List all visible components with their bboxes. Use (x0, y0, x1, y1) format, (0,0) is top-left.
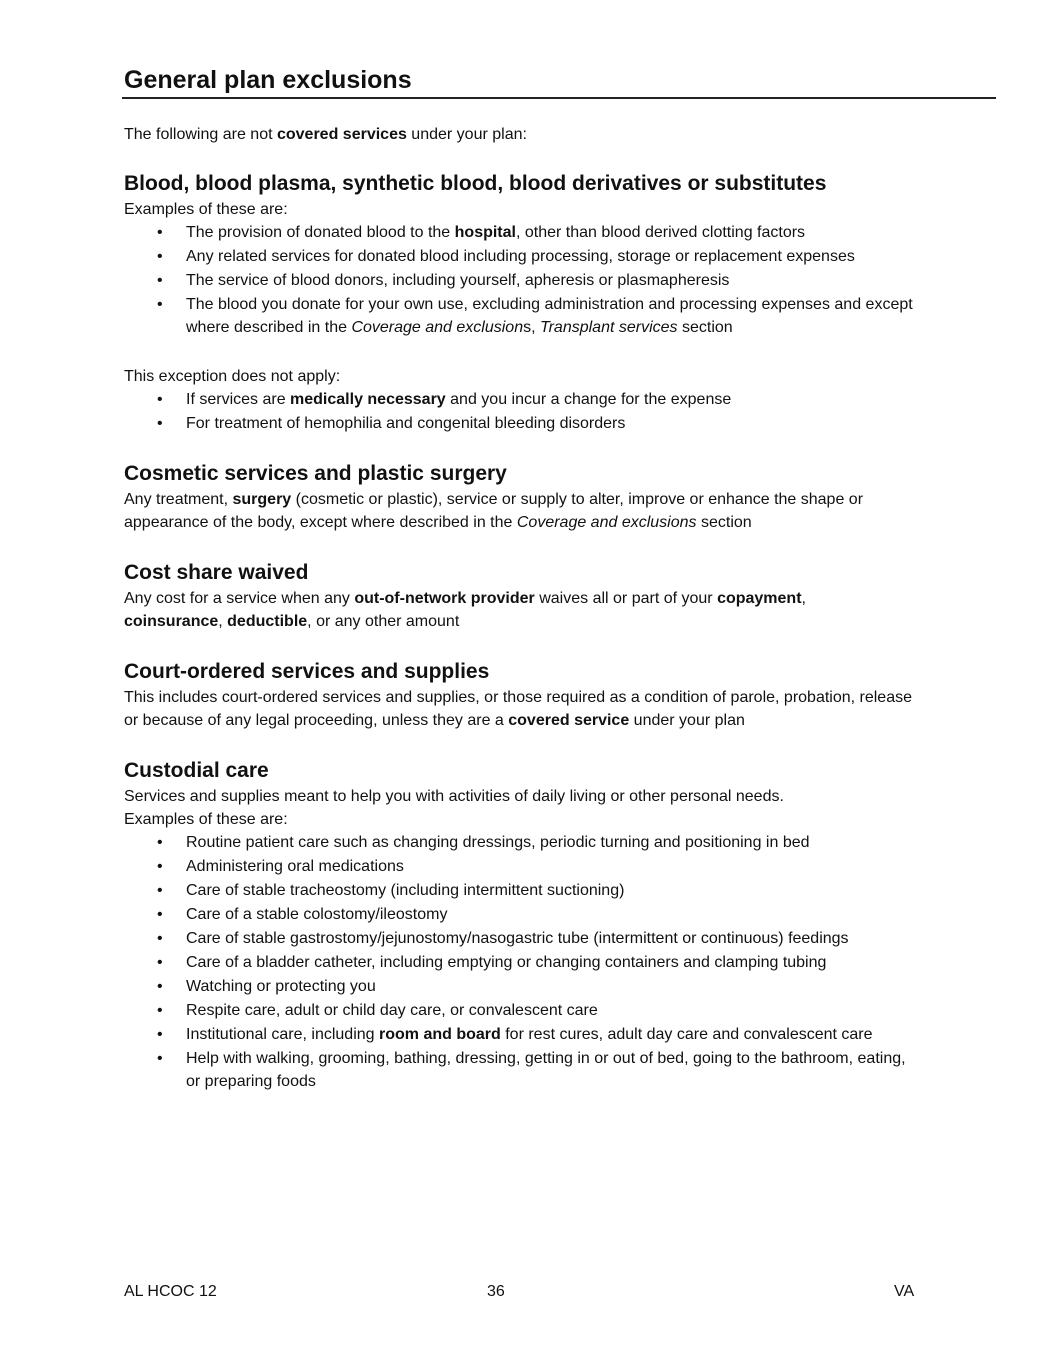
list-item (124, 903, 996, 926)
text-bold: coinsurance (124, 613, 219, 630)
bullet-icon: • (157, 415, 163, 432)
item-text: Any related services for donated blood including processing, storage or replacement expenses (186, 248, 855, 265)
item-text: where described in the (186, 319, 352, 336)
item-text: Care of stable tracheostomy (including intermittent suctioning) (186, 882, 625, 899)
bullet-icon: • (157, 391, 163, 408)
item-text: or preparing foods (186, 1073, 316, 1090)
item-text: , other than blood derived clotting factors (515, 224, 806, 241)
text-italic: Coverage and exclusions (516, 514, 697, 531)
intro-bold: covered services (276, 126, 407, 143)
page-number: 36 (487, 1283, 505, 1300)
list-item (124, 221, 996, 244)
list-item (124, 412, 996, 435)
text-bold: out-of-network provider (354, 590, 535, 607)
list-item (124, 831, 996, 854)
item-bold: room and board (379, 1026, 501, 1043)
item-text: Care of a stable colostomy/ileostomy (186, 906, 448, 923)
custodial-examples-label: Examples of these are: (124, 811, 288, 828)
item-text: If services are (186, 391, 291, 408)
bullet-icon: • (157, 858, 163, 875)
item-italic: Transplant services (540, 319, 678, 336)
text: (cosmetic or plastic), service or supply to alter, improve or enhance the shape or (291, 491, 864, 508)
bullet-icon: • (157, 1002, 163, 1019)
intro-post: under your plan: (406, 126, 527, 143)
item-bold: hospital (454, 224, 516, 241)
section-heading-blood: Blood, blood plasma, synthetic blood, blood derivatives or substitutes (124, 172, 827, 195)
text-bold: covered service (508, 712, 630, 729)
custodial-intro: Services and supplies meant to help you with activities of daily living or other personal needs. (124, 788, 784, 805)
section-heading-cost-share: Cost share waived (124, 561, 309, 584)
section-cosmetic (124, 460, 996, 534)
page-title: General plan exclusions (124, 66, 412, 94)
section-blood-exception (124, 365, 996, 436)
bullet-icon: • (157, 224, 163, 241)
item-text: For treatment of hemophilia and congenital bleeding disorders (186, 415, 626, 432)
item-text: for rest cures, adult day care and convalescent care (500, 1026, 873, 1043)
text: appearance of the body, except where described in the (124, 514, 517, 531)
section-heading-court: Court-ordered services and supplies (124, 660, 490, 683)
section-court (124, 658, 996, 732)
bullet-icon: • (157, 930, 163, 947)
item-text: section (677, 319, 733, 336)
text-bold: copayment (717, 590, 802, 607)
list-item (124, 975, 996, 998)
footer-left: AL HCOC 12 (124, 1283, 217, 1300)
intro-text (124, 123, 527, 146)
list-item (124, 269, 996, 292)
footer-right: VA (894, 1283, 915, 1300)
item-text: Institutional care, including (186, 1026, 379, 1043)
list-item (124, 855, 996, 878)
list-item (124, 1023, 996, 1046)
item-text: Care of a bladder catheter, including emptying or changing containers and clamping tubing (186, 954, 827, 971)
list-item (124, 879, 996, 902)
item-text: Help with walking, grooming, bathing, dressing, getting in or out of bed, going to the bathroom, eating, (186, 1050, 906, 1067)
item-text: Watching or protecting you (186, 978, 376, 995)
text: , (218, 613, 228, 630)
item-text: The provision of donated blood to the (186, 224, 455, 241)
bullet-icon: • (157, 296, 163, 313)
list-item (124, 1047, 996, 1093)
text: or because of any legal proceeding, unless they are a (124, 712, 509, 729)
list-item (124, 245, 996, 268)
blood-list (124, 221, 996, 339)
bullet-icon: • (157, 978, 163, 995)
bullet-icon: • (157, 954, 163, 971)
text: waives all or part of your (534, 590, 718, 607)
item-text: s, (523, 319, 540, 336)
cosmetic-text (124, 488, 996, 534)
text: under your plan (629, 712, 745, 729)
text: section (696, 514, 752, 531)
item-bold: medically necessary (290, 391, 446, 408)
list-item (124, 293, 996, 339)
item-text: Routine patient care such as changing dressings, periodic turning and positioning in bed (186, 834, 810, 851)
item-text: The blood you donate for your own use, excluding administration and processing expenses and except (186, 296, 913, 313)
section-heading-cosmetic: Cosmetic services and plastic surgery (124, 462, 507, 485)
title-rule (122, 97, 996, 99)
item-text: The service of blood donors, including yourself, apheresis or plasmapheresis (186, 272, 730, 289)
section-blood (124, 170, 996, 340)
bullet-icon: • (157, 906, 163, 923)
text: , or any other amount (307, 613, 460, 630)
intro-pre: The following are not (124, 126, 277, 143)
text-bold: deductible (227, 613, 308, 630)
bullet-icon: • (157, 1026, 163, 1043)
bullet-icon: • (157, 272, 163, 289)
section-custodial (124, 757, 996, 1094)
blood-examples-label: Examples of these are: (124, 201, 288, 218)
list-item (124, 951, 996, 974)
text: Any treatment, (124, 491, 233, 508)
list-item (124, 388, 996, 411)
cost-share-text (124, 587, 996, 633)
bullet-icon: • (157, 1050, 163, 1067)
item-italic: Coverage and exclusion (351, 319, 524, 336)
bullet-icon: • (157, 248, 163, 265)
section-cost-share (124, 559, 996, 633)
court-text (124, 686, 996, 732)
item-text: Administering oral medications (186, 858, 404, 875)
exception-list (124, 388, 996, 435)
list-item (124, 999, 996, 1022)
section-heading-custodial: Custodial care (124, 759, 269, 782)
bullet-icon: • (157, 834, 163, 851)
text: , (801, 590, 806, 607)
item-text: and you incur a change for the expense (445, 391, 732, 408)
item-text: Respite care, adult or child day care, or convalescent care (186, 1002, 598, 1019)
list-item (124, 927, 996, 950)
text: This includes court-ordered services and supplies, or those required as a condition of parole, probation, release (124, 689, 912, 706)
item-text: Care of stable gastrostomy/jejunostomy/nasogastric tube (intermittent or continuous) feedings (186, 930, 849, 947)
bullet-icon: • (157, 882, 163, 899)
custodial-list (124, 831, 996, 1093)
text: Any cost for a service when any (124, 590, 355, 607)
text-bold: surgery (232, 491, 292, 508)
exception-label: This exception does not apply: (124, 368, 341, 385)
